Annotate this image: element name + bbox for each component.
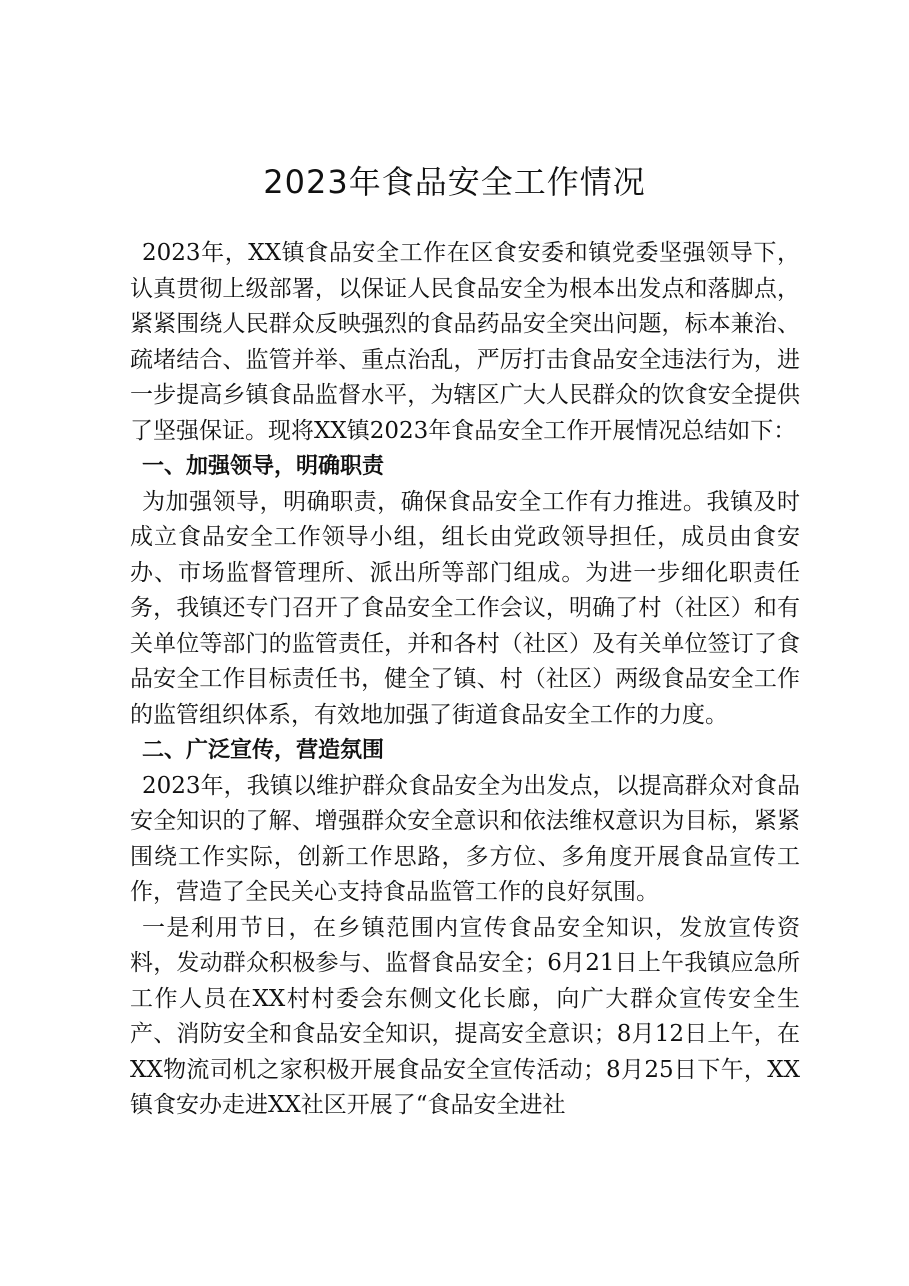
section-paragraph: 一是利用节日，在乡镇范围内宣传食品安全知识，发放宣传资料，发动群众积极参与、监督食品安全；6月21日上午我镇应急所工作人员在XX村村委会东侧文化长廊，向广大群众宣传安全生产、消防安全和食品安全知识，提高安全意识；8月12日上午，在XX物流司机之家积极开展食品安全宣传活动；8月25日下午，XX镇食安办走进XX社区开展了“食品安全进社 — [130, 914, 800, 1118]
section-heading: 二、广泛宣传，营造氛围 — [142, 738, 385, 763]
section-paragraph: 为加强领导，明确职责，确保食品安全工作有力推进。我镇及时成立食品安全工作领导小组，组长由党政领导担任，成员由食安办、市场监督管理所、派出所等部门组成。为进一步细化职责任务，我镇还专门召开了食品安全工作会议，明确了村（社区）和有关单位等部门的监管责任，并和各村（社区）及有关单位签订了食品安全工作目标责任书，健全了镇、村（社区）两级食品安全工作的监管组织体系，有效地加强了街道食品安全工作的力度。 — [130, 488, 800, 728]
section-paragraph: 2023年，我镇以维护群众食品安全为出发点，以提高群众对食品安全知识的了解、增强群众安全意识和依法维权意识为目标，紧紧围绕工作实际，创新工作思路，多方位、多角度开展食品宣传工作，营造了全民关心支持食品监管工作的良好氛围。 — [130, 772, 800, 905]
section-heading: 一、加强领导，明确职责 — [142, 454, 385, 479]
intro-paragraph: 2023年，XX镇食品安全工作在区食安委和镇党委坚强领导下，认真贯彻上级部署，以保证人民食品安全为根本出发点和落脚点，紧紧围绕人民群众反映强烈的食品药品安全突出问题，标本兼治、疏堵结合、监管并举、重点治乱，严厉打击食品安全违法行为，进一步提高乡镇食品监督水平，为辖区广大人民群众的饮食安全提供了坚强保证。现将XX镇2023年食品安全工作开展情况总结如下： — [130, 240, 800, 444]
document-body — [130, 236, 800, 1124]
document-title: 2023年食品安全工作情况 — [263, 163, 646, 201]
